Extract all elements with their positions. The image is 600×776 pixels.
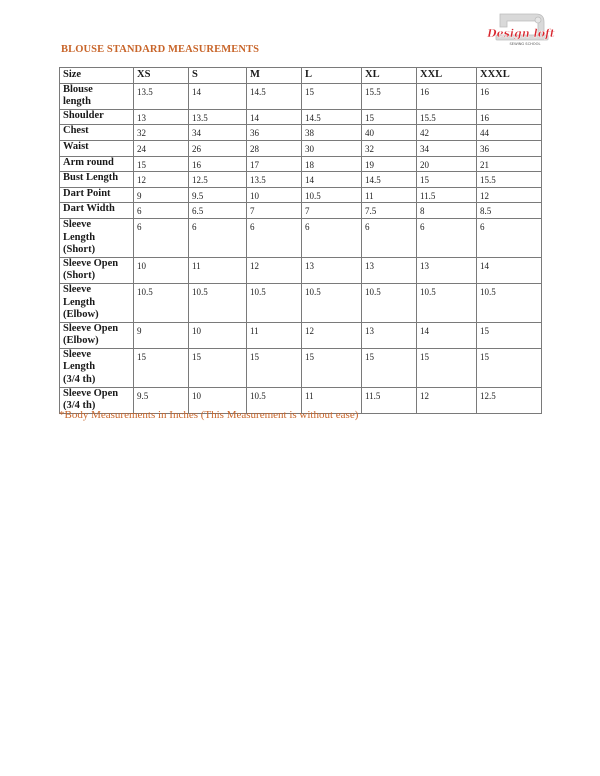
row-label-line: Sleeve Open [63,257,119,269]
row-label-line: Sleeve [63,218,91,230]
table-cell: 6.5 [189,203,247,219]
table-cell: 10.5 [302,283,362,322]
table-cell: 15 [134,156,189,172]
table-row [60,109,542,125]
row-label-line: Sleeve Open [63,322,119,334]
row-label-line: Sleeve [63,283,91,295]
table-cell: 14 [417,322,477,348]
table-cell: 13.5 [189,109,247,125]
table-cell: 10.5 [247,387,302,413]
table-cell: 10.5 [134,283,189,322]
table-body [60,83,542,413]
table-cell: 10.5 [302,187,362,203]
table-cell: 14.5 [362,172,417,188]
table-cell: 21 [477,156,542,172]
table-cell: 12 [417,387,477,413]
table-cell: 34 [189,125,247,141]
table-cell: 6 [362,218,417,257]
table-row [60,83,542,109]
table-cell: 36 [247,125,302,141]
table-cell: 15.5 [417,109,477,125]
table-cell: 19 [362,156,417,172]
row-label-line: Waist [63,140,89,152]
logo-tagline-text: SEWING SCHOOL [509,42,541,46]
column-header-xs: XS [134,68,189,84]
row-label-line: length [63,96,92,108]
table-cell: 15 [247,348,302,387]
row-label [60,218,134,257]
row-label-line: Dart Width [63,203,115,215]
table-cell: 13 [362,322,417,348]
table-cell: 44 [477,125,542,141]
table-cell: 11.5 [417,187,477,203]
table-cell: 16 [189,156,247,172]
table-cell: 6 [302,218,362,257]
table-cell: 15 [189,348,247,387]
row-label [60,187,134,203]
row-label [60,283,134,322]
column-header-l: L [302,68,362,84]
table-cell: 24 [134,140,189,156]
row-label-line: (Elbow) [63,335,99,347]
measurement-footnote: *Body Measurements in Inches (This Measurement is without ease) [59,409,359,421]
table-cell: 8 [417,203,477,219]
table-cell: 15 [134,348,189,387]
table-cell: 16 [477,83,542,109]
table-cell: 11 [362,187,417,203]
table-cell: 11 [302,387,362,413]
table-cell: 7 [247,203,302,219]
table-cell: 7.5 [362,203,417,219]
row-label-line: (3/4 th) [63,400,96,412]
table-cell: 30 [302,140,362,156]
table-cell: 6 [134,203,189,219]
table-cell: 32 [362,140,417,156]
row-label-line: Chest [63,125,89,137]
table-cell: 14.5 [302,109,362,125]
table-cell: 11 [247,322,302,348]
table-cell: 6 [189,218,247,257]
column-header-xl: XL [362,68,417,84]
table-cell: 17 [247,156,302,172]
table-cell: 12.5 [477,387,542,413]
table-cell: 6 [134,218,189,257]
table-cell: 12 [477,187,542,203]
row-label-line: Arm round [63,156,114,168]
table-header-row [60,68,542,84]
column-header-size: Size [60,68,134,84]
logo-brand-text: Design loft [487,27,555,40]
row-label-line: Dart Point [63,187,111,199]
table-cell: 10.5 [362,283,417,322]
table-cell: 15 [362,348,417,387]
table-cell: 13 [362,257,417,283]
table-cell: 6 [247,218,302,257]
table-cell: 12 [247,257,302,283]
table-row [60,283,542,322]
column-header-m: M [247,68,302,84]
row-label [60,83,134,109]
measurements-table [59,67,542,414]
table-cell: 10.5 [477,283,542,322]
table-row [60,322,542,348]
table-cell: 15.5 [477,172,542,188]
table-cell: 9.5 [134,387,189,413]
row-label-line: Sleeve [63,348,91,360]
table-cell: 13 [134,109,189,125]
table-row [60,187,542,203]
row-label-line: Bust Length [63,172,119,184]
table-cell: 10 [189,387,247,413]
row-label-line: (Short) [63,270,96,282]
table-cell: 15.5 [362,83,417,109]
table-row [60,140,542,156]
table-cell: 15 [417,348,477,387]
table-cell: 38 [302,125,362,141]
row-label-line: Blouse [63,83,93,95]
table-cell: 36 [477,140,542,156]
row-label [60,109,134,125]
table-cell: 15 [477,348,542,387]
table-cell: 10.5 [247,283,302,322]
document-title: BLOUSE STANDARD MEASUREMENTS [61,44,260,55]
table-cell: 15 [302,348,362,387]
table-cell: 15 [302,83,362,109]
row-label [60,172,134,188]
table-cell: 6 [477,218,542,257]
table-cell: 14 [189,83,247,109]
table-cell: 10.5 [417,283,477,322]
row-label-line: (3/4 th) [63,374,96,386]
table-cell: 15 [417,172,477,188]
table-cell: 32 [134,125,189,141]
row-label [60,125,134,141]
table-cell: 14.5 [247,83,302,109]
row-label-line: Length [63,361,96,373]
row-label [60,348,134,387]
table-cell: 10.5 [189,283,247,322]
table-cell: 9.5 [189,187,247,203]
table-cell: 10 [134,257,189,283]
table-cell: 11.5 [362,387,417,413]
table-cell: 10 [247,187,302,203]
table-cell: 15 [362,109,417,125]
row-label [60,140,134,156]
table-cell: 12 [134,172,189,188]
row-label [60,156,134,172]
design-loft-logo [478,8,564,52]
table-cell: 40 [362,125,417,141]
table-cell: 14 [302,172,362,188]
table-cell: 16 [477,109,542,125]
table-cell: 42 [417,125,477,141]
table-cell: 12.5 [189,172,247,188]
row-label [60,203,134,219]
column-header-xxl: XXL [417,68,477,84]
table-cell: 7 [302,203,362,219]
table-row [60,156,542,172]
table-cell: 8.5 [477,203,542,219]
table-cell: 6 [417,218,477,257]
table-cell: 9 [134,322,189,348]
table-cell: 18 [302,156,362,172]
row-label-line: (Short) [63,244,96,256]
row-label-line: (Elbow) [63,309,99,321]
row-label-line: Sleeve Open [63,387,119,399]
table-cell: 20 [417,156,477,172]
table-cell: 13 [417,257,477,283]
table-cell: 15 [477,322,542,348]
table-cell: 14 [247,109,302,125]
table-row [60,348,542,387]
column-header-s: S [189,68,247,84]
table-cell: 11 [189,257,247,283]
table-row [60,218,542,257]
table-row [60,203,542,219]
column-header-xxxl: XXXL [477,68,542,84]
table-row [60,172,542,188]
table-cell: 12 [302,322,362,348]
row-label-line: Shoulder [63,109,104,121]
table-row [60,257,542,283]
table-cell: 26 [189,140,247,156]
table-cell: 16 [417,83,477,109]
table-cell: 9 [134,187,189,203]
row-label-line: Length [63,296,96,308]
table-cell: 14 [477,257,542,283]
table-cell: 10 [189,322,247,348]
table-cell: 34 [417,140,477,156]
row-label [60,257,134,283]
table-cell: 13 [302,257,362,283]
table-row [60,125,542,141]
row-label [60,322,134,348]
row-label-line: Length [63,231,96,243]
table-cell: 13.5 [247,172,302,188]
table-cell: 28 [247,140,302,156]
table-cell: 13.5 [134,83,189,109]
